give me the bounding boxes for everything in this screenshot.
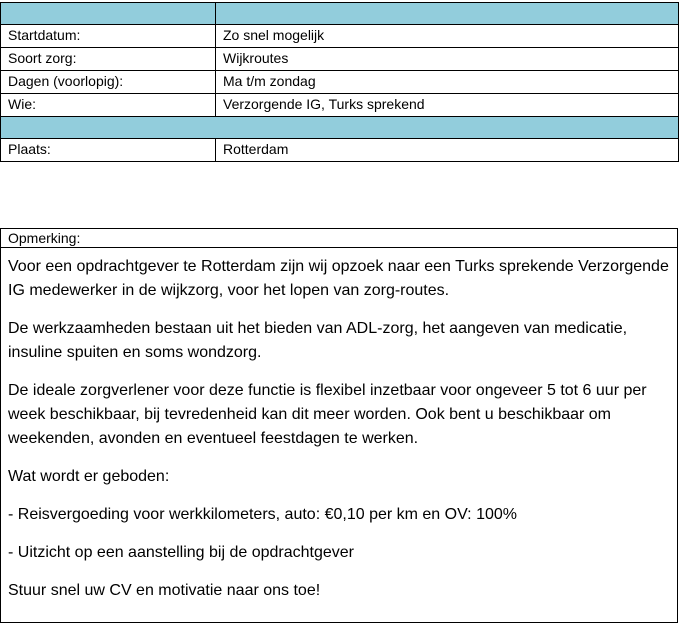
tasks-paragraph: De werkzaamheden bestaan uit het bieden van ADL-zorg, het aangeven van medicatie, insuline spuiten en soms wondzorg. (8, 320, 628, 361)
days-value: Ma t/m zondag (216, 71, 679, 94)
start-date-value: Zo snel mogelijk (216, 25, 679, 48)
offer-heading: Wat wordt er geboden: (8, 468, 170, 485)
remark-body (1, 248, 677, 603)
band-cell-left (1, 3, 216, 25)
employment-prospect-item: - Uitzicht op een aanstelling bij de opdrachtgever (8, 544, 354, 561)
who-label: Wie: (1, 94, 216, 117)
remark-header: Opmerking: (1, 229, 677, 248)
who-value: Verzorgende IG, Turks sprekend (216, 94, 679, 117)
travel-allowance-item: - Reisvergoeding voor werkkilometers, auto: €0,10 per km en OV: 100% (8, 506, 517, 523)
detail-row-care-type (1, 48, 679, 71)
detail-row-start-date (1, 25, 679, 48)
separator-band-cell (1, 117, 679, 139)
call-to-action: Stuur snel uw CV en motivatie naar ons toe! (8, 582, 321, 599)
intro-paragraph: Voor een opdrachtgever te Rotterdam zijn wij opzoek naar een Turks sprekende Verzorgende IG medewerker in de wijkzorg, voor het lopen van zorg-routes. (8, 258, 669, 299)
care-type-label: Soort zorg: (1, 48, 216, 71)
remark-box (0, 228, 678, 623)
detail-row-who (1, 94, 679, 117)
care-type-value: Wijkroutes (216, 48, 679, 71)
detail-row-days (1, 71, 679, 94)
availability-paragraph: De ideale zorgverlener voor deze functie is flexibel inzetbaar voor ongeveer 5 tot 6 uur per week beschikbaar, bij tevredenheid kan dit meer worden. Ook bent u beschikbaar om weekenden, avonden en eventueel feestdagen te werken. (8, 382, 647, 447)
detail-row-place (1, 139, 679, 162)
job-details-table (0, 2, 679, 162)
place-label: Plaats: (1, 139, 216, 162)
days-label: Dagen (voorlopig): (1, 71, 216, 94)
place-value: Rotterdam (216, 139, 679, 162)
band-cell-right (216, 3, 679, 25)
start-date-label: Startdatum: (1, 25, 216, 48)
header-band (1, 3, 679, 25)
separator-band (1, 117, 679, 139)
